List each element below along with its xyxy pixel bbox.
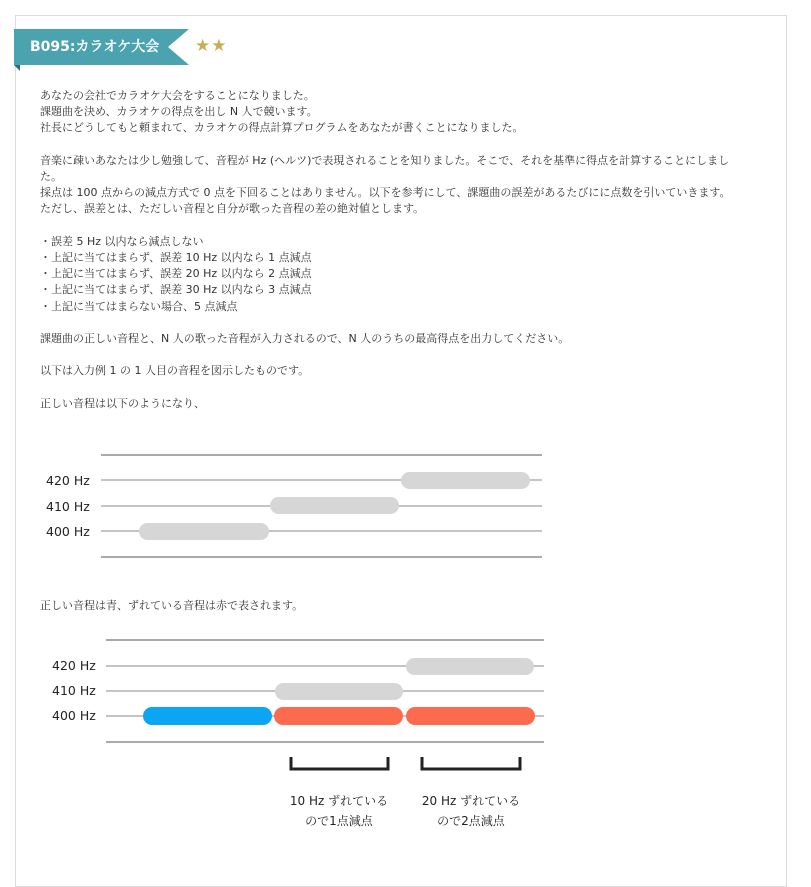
annotation-1-line1: 10 Hz ずれている — [289, 794, 389, 808]
figure2-label-410: 410 Hz — [52, 683, 96, 698]
desc-line: 採点は 100 点からの減点方式で 0 点を下回ることはありません。以下を参考にして、課題曲の誤差があるたびにに点数を引いていきます。 — [40, 186, 731, 200]
figure2-label-420: 420 Hz — [52, 658, 96, 673]
figure1-note-2 — [270, 497, 399, 514]
figure1-note-1 — [139, 523, 269, 540]
rule-item: ・上記に当てはまらず、誤差 10 Hz 以内なら 1 点減点 — [40, 251, 312, 264]
rule-item: ・上記に当てはまらない場合、5 点減点 — [40, 299, 238, 313]
desc-line: 正しい音程は以下のようになり、 — [40, 396, 205, 410]
rule-item: ・誤差 5 Hz 以内なら減点しない — [40, 234, 204, 248]
desc-line: ただし、誤差とは、ただしい音程と自分が歌った音程の差の絶対値とします。 — [40, 202, 425, 216]
desc-line: 以下は入力例 1 の 1 人目の音程を図示したものです。 — [40, 364, 310, 378]
problem-title: B095:カラオケ大会 — [30, 39, 160, 55]
figure2-sung-note-2-wrong — [274, 707, 403, 725]
rule-item: ・上記に当てはまらず、誤差 20 Hz 以内なら 2 点減点 — [40, 267, 312, 281]
figure2-label-400: 400 Hz — [52, 708, 96, 723]
bracket-icon-1 — [291, 757, 388, 769]
annotation-2-line2: ので2点減点 — [437, 814, 505, 828]
figure1-label-420: 420 Hz — [46, 473, 90, 488]
difficulty-stars-icon: ★★ — [195, 36, 228, 56]
desc-line: た。 — [40, 170, 62, 183]
figure1 — [46, 455, 542, 557]
desc-line: 課題曲を決め、カラオケの得点を出し N 人で競います。 — [40, 105, 318, 119]
figure2-caption: 正しい音程は青、ずれている音程は赤で表されます。 — [40, 599, 304, 612]
annotation-1-line2: ので1点減点 — [305, 814, 373, 828]
figure2-correct-note-2 — [275, 683, 403, 700]
figure1-label-410: 410 Hz — [46, 499, 90, 514]
desc-line: あなたの会社でカラオケ大会をすることになりました。 — [40, 89, 315, 102]
figure1-note-3 — [401, 472, 530, 489]
desc-line: 社長にどうしてもと頼まれて、カラオケの得点計算プログラムをあなたが書くことになりました。 — [40, 121, 524, 135]
annotation-2-line1: 20 Hz ずれている — [421, 794, 521, 808]
figure2-sung-note-3-wrong — [406, 707, 535, 725]
desc-line: 音楽に疎いあなたは少し勉強して、音程が Hz (ヘルツ)で表現されることを知りました。そこで、それを基準に得点を計算することにしまし — [40, 153, 730, 167]
figure2 — [52, 640, 544, 828]
bracket-icon-2 — [422, 757, 520, 769]
figure1-label-400: 400 Hz — [46, 524, 90, 539]
figure2-sung-note-1-correct — [143, 707, 272, 725]
desc-line: 課題曲の正しい音程と、N 人の歌った音程が入力されるので、N 人のうちの最高得点を出力してください。 — [40, 332, 570, 345]
rule-item: ・上記に当てはまらず、誤差 30 Hz 以内なら 3 点減点 — [40, 283, 312, 297]
figure2-correct-note-3 — [406, 658, 534, 675]
